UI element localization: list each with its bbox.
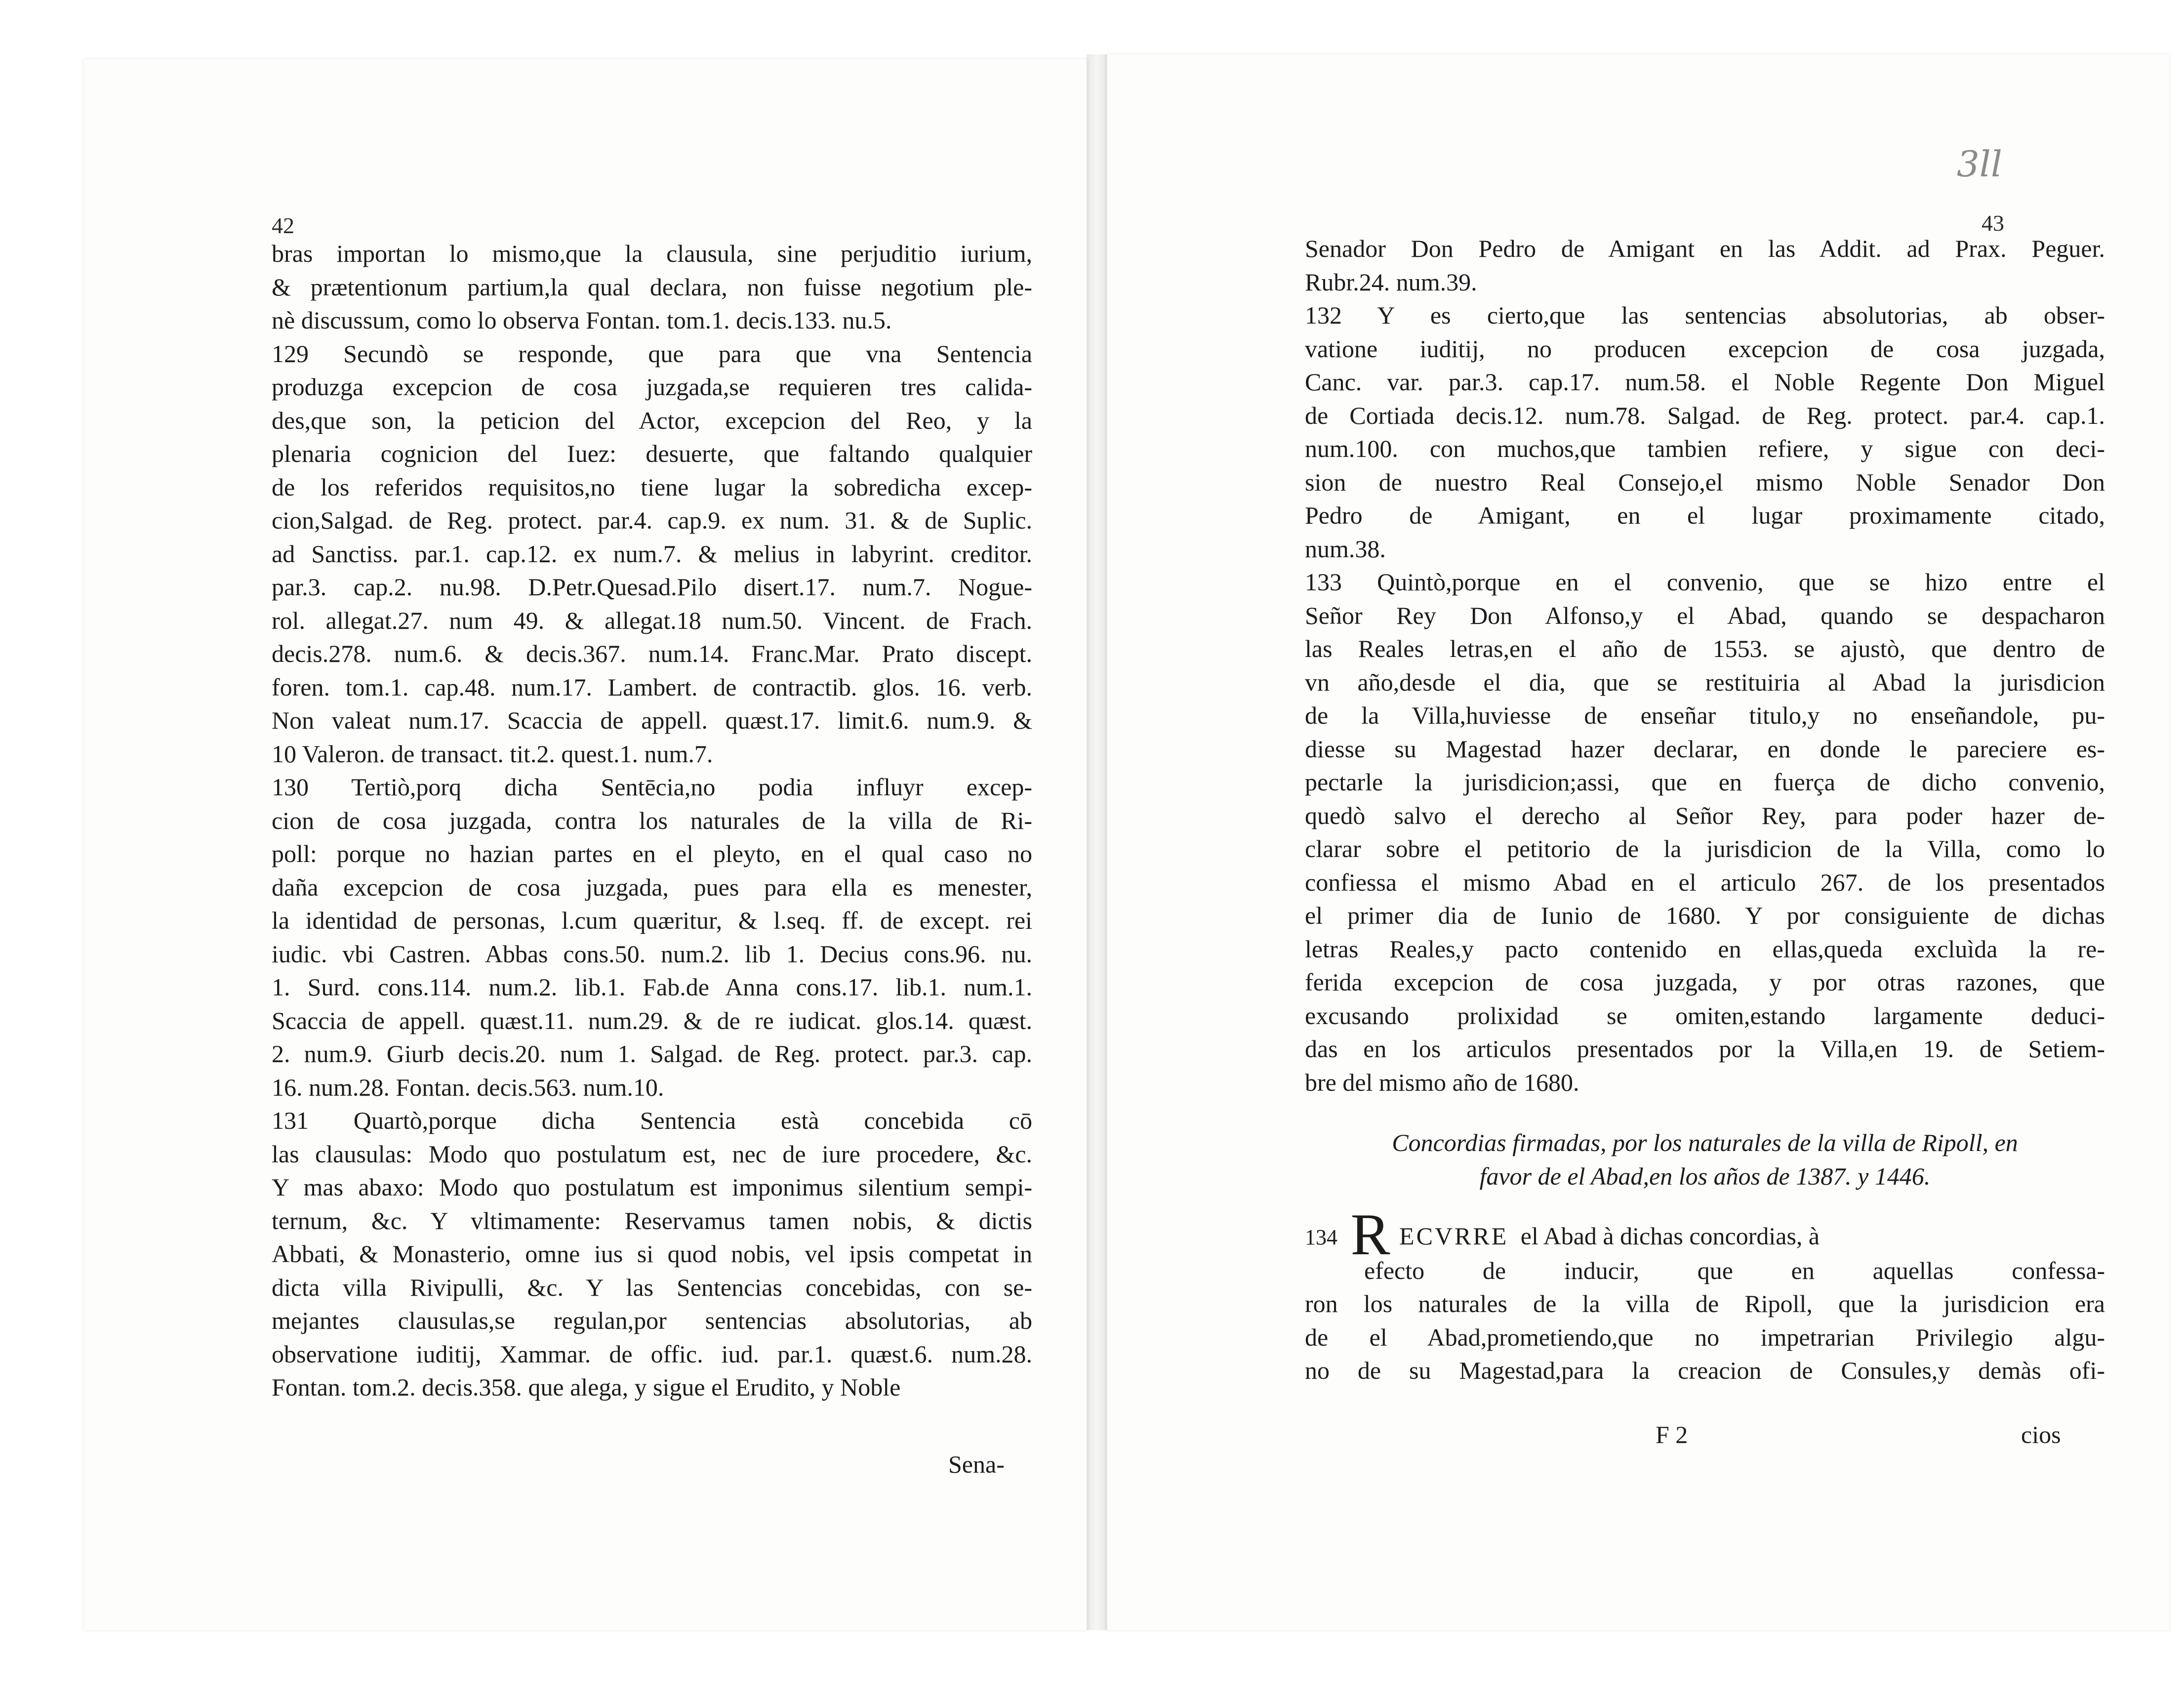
text-line: produzga excepcion de cosa juzgada,se requieren tres calida- xyxy=(272,373,1032,401)
text-line: las Reales letras,en el año de 1553. se ajustò, que dentro de xyxy=(1305,635,2105,662)
paragraph-number: 134 xyxy=(1305,1225,1337,1249)
text-line: cion,Salgad. de Reg. protect. par.4. cap.9. ex num. 31. & de Suplic. xyxy=(272,506,1032,534)
text-line: bre del mismo año de 1680. xyxy=(1305,1068,1579,1096)
text-line: ad Sanctiss. par.1. cap.12. ex num.7. & melius in labyrint. creditor. xyxy=(272,539,1032,568)
para-line: ron los naturales de la villa de Ripoll, que la jurisdicion era xyxy=(1305,1290,2105,1317)
text-line: ternum, &c. Y vltimamente: Reservamus tamen nobis, & dictis xyxy=(272,1206,1032,1234)
text-line: confiessa el mismo Abad en el articulo 267. de los presentados xyxy=(1305,868,2105,896)
text-line: Senador Don Pedro de Amigant en las Addit. ad Prax. Peguer. xyxy=(1305,235,2105,262)
text-line: mejantes clausulas,se regulan,por sentencias absolutorias, ab xyxy=(272,1307,1032,1334)
text-line: num.38. xyxy=(1305,534,1386,563)
text-line: 1. Surd. cons.114. num.2. lib.1. Fab.de Anna cons.17. lib.1. num.1. xyxy=(272,973,1032,1001)
manuscript-folio-number: 3ll xyxy=(1957,143,2002,185)
text-line: iudic. vbi Castren. Abbas cons.50. num.2. lib 1. Decius cons.96. nu. xyxy=(272,940,1032,968)
para-line: efecto de inducir, que en aquellas confessa- xyxy=(1364,1256,2105,1284)
text-line: plenaria cognicion del Iuez: desuerte, que faltando qualquier xyxy=(272,440,1032,467)
para-line: no de su Magestad,para la creacion de Consules,y demàs ofi- xyxy=(1305,1356,2105,1384)
text-line: pectarle la jurisdicion;assi, que en fuerça de dicho convenio, xyxy=(1305,768,2105,796)
para-line: de el Abad,prometiendo,que no impetrarian Privilegio algu- xyxy=(1305,1323,2105,1351)
book-gutter xyxy=(1087,54,1106,1630)
text-line: Scaccia de appell. quæst.11. num.29. & de re iudicat. glos.14. quæst. xyxy=(272,1006,1032,1034)
text-line: clarar sobre el petitorio de la jurisdicion de la Villa, como lo xyxy=(1305,835,2105,863)
text-line: de la Villa,huviesse de enseñar titulo,y no enseñandole, pu- xyxy=(1305,701,2105,729)
text-line: el primer dia de Iunio de 1680. Y por consiguiente de dichas xyxy=(1305,902,2105,929)
text-line: vn año,desde el dia, que se restituiria al Abad la jurisdicion xyxy=(1305,668,2105,696)
text-line: 130 Tertiò,porq dicha Sentēcia,no podia influyr excep- xyxy=(272,773,1032,801)
text-line: Abbati, & Monasterio, omne ius si quod nobis, vel ipsis competat in xyxy=(272,1240,1032,1268)
text-line: 2. num.9. Giurb decis.20. num 1. Salgad. de Reg. protect. par.3. cap. xyxy=(272,1040,1032,1068)
heading-line: Concordias firmadas, por los naturales de la villa de Ripoll, en xyxy=(1392,1129,2018,1156)
text-line: & prætentionum partium,la qual declara, non fuisse negotium ple- xyxy=(272,273,1032,301)
left-page xyxy=(84,59,1088,1630)
text-line: observatione iuditij, Xammar. de offic. iud. par.1. quæst.6. num.28. xyxy=(272,1340,1032,1368)
text-line: bras importan lo mismo,que la clausula, sine perjuditio iurium, xyxy=(272,240,1032,267)
text-line: 129 Secundò se responde, que para que vna Sentencia xyxy=(272,339,1032,368)
text-line: 132 Y es cierto,que las sentencias absolutorias, ab obser- xyxy=(1305,301,2105,329)
page-number: 43 xyxy=(1982,210,2004,236)
paragraph-first-line xyxy=(1305,1201,2105,1267)
text-line: daña excepcion de cosa juzgada, pues para ella es menester, xyxy=(272,873,1032,901)
text-line: das en los articulos presentados por la Villa,en 19. de Setiem- xyxy=(1305,1035,2105,1063)
text-line: nè discussum, como lo observa Fontan. tom.1. decis.133. nu.5. xyxy=(272,306,892,334)
text-line: Canc. var. par.3. cap.17. num.58. el Noble Regente Don Miguel xyxy=(1305,368,2105,396)
text-line: Pedro de Amigant, en el lugar proximamente citado, xyxy=(1305,501,2105,529)
text-line: dicta villa Rivipulli, &c. Y las Sentencias concebidas, con se- xyxy=(272,1273,1032,1301)
text-line: 131 Quartò,porque dicha Sentencia està concebida cō xyxy=(272,1107,1032,1134)
text-line: ferida excepcion de cosa juzgada, y por otras razones, que xyxy=(1305,968,2105,996)
first-word-rest: ECVRRE xyxy=(1399,1222,1509,1250)
text-line: Y mas abaxo: Modo quo postulatum est imponimus silentium sempi- xyxy=(272,1173,1032,1201)
text-line: decis.278. num.6. & decis.367. num.14. Franc.Mar. Prato discept. xyxy=(272,640,1032,667)
text-line: diesse su Magestad hazer declarar, en donde le pareciere es- xyxy=(1305,735,2105,763)
text-line: foren. tom.1. cap.48. num.17. Lambert. de contractib. glos. 16. verb. xyxy=(272,673,1032,701)
drop-cap: R xyxy=(1350,1201,1390,1267)
right-page-body xyxy=(1305,232,2105,1099)
page-number: 42 xyxy=(272,213,294,238)
para-line: el Abad à dichas concordias, à xyxy=(1520,1222,1820,1250)
text-line: excusando prolixidad se omiten,estando largamente deduci- xyxy=(1305,1001,2105,1029)
text-line: la identidad de personas, l.cum quæritur, & l.seq. ff. de except. rei xyxy=(272,906,1032,934)
text-line: de los referidos requisitos,no tiene lugar la sobredicha excep- xyxy=(272,473,1032,501)
catchword: Sena- xyxy=(948,1450,1005,1478)
text-line: 10 Valeron. de transact. tit.2. quest.1. num.7. xyxy=(272,740,713,768)
text-line: poll: porque no hazian partes en el pleyto, en el qual caso no xyxy=(272,840,1032,867)
text-line: rol. allegat.27. num 49. & allegat.18 num.50. Vincent. de Frach. xyxy=(272,606,1032,634)
text-line: quedò salvo el derecho al Señor Rey, para poder hazer de- xyxy=(1305,801,2105,829)
text-line: de Cortiada decis.12. num.78. Salgad. de Reg. protect. par.4. cap.1. xyxy=(1305,401,2105,429)
paragraph-134 xyxy=(1305,1201,2105,1388)
text-line: par.3. cap.2. nu.98. D.Petr.Quesad.Pilo disert.17. num.7. Nogue- xyxy=(272,573,1032,601)
text-line: Fontan. tom.2. decis.358. que alega, y sigue el Erudito, y Noble xyxy=(272,1373,901,1401)
text-line: las clausulas: Modo quo postulatum est, nec de iure procedere, &c. xyxy=(272,1140,1032,1168)
section-heading xyxy=(1305,1126,2105,1193)
text-line: vatione iuditij, no producen excepcion de cosa juzgada, xyxy=(1305,334,2105,363)
text-line: Non valeat num.17. Scaccia de appell. quæst.17. limit.6. num.9. & xyxy=(272,706,1032,734)
heading-line: favor de el Abad,en los años de 1387. y 1446. xyxy=(1479,1162,1931,1190)
text-line: letras Reales,y pacto contenido en ellas,queda excluìda la re- xyxy=(1305,935,2105,963)
right-page xyxy=(1106,54,2169,1630)
catchword: cios xyxy=(2021,1421,2061,1448)
text-line: Señor Rey Don Alfonso,y el Abad, quando se despacharon xyxy=(1305,601,2105,629)
text-line: 133 Quintò,porque en el convenio, que se hizo entre el xyxy=(1305,568,2105,596)
text-line: des,que son, la peticion del Actor, excepcion del Reo, y la xyxy=(272,406,1032,434)
signature-mark: F 2 xyxy=(1656,1421,1688,1448)
text-line: num.100. con muchos,que tambien refiere, y sigue con deci- xyxy=(1305,435,2105,462)
text-line: Rubr.24. num.39. xyxy=(1305,268,1477,296)
text-line: sion de nuestro Real Consejo,el mismo Noble Senador Don xyxy=(1305,468,2105,496)
text-line: 16. num.28. Fontan. decis.563. num.10. xyxy=(272,1073,664,1101)
left-page-body xyxy=(272,237,1032,1404)
text-line: cion de cosa juzgada, contra los naturales de la villa de Ri- xyxy=(272,806,1032,834)
